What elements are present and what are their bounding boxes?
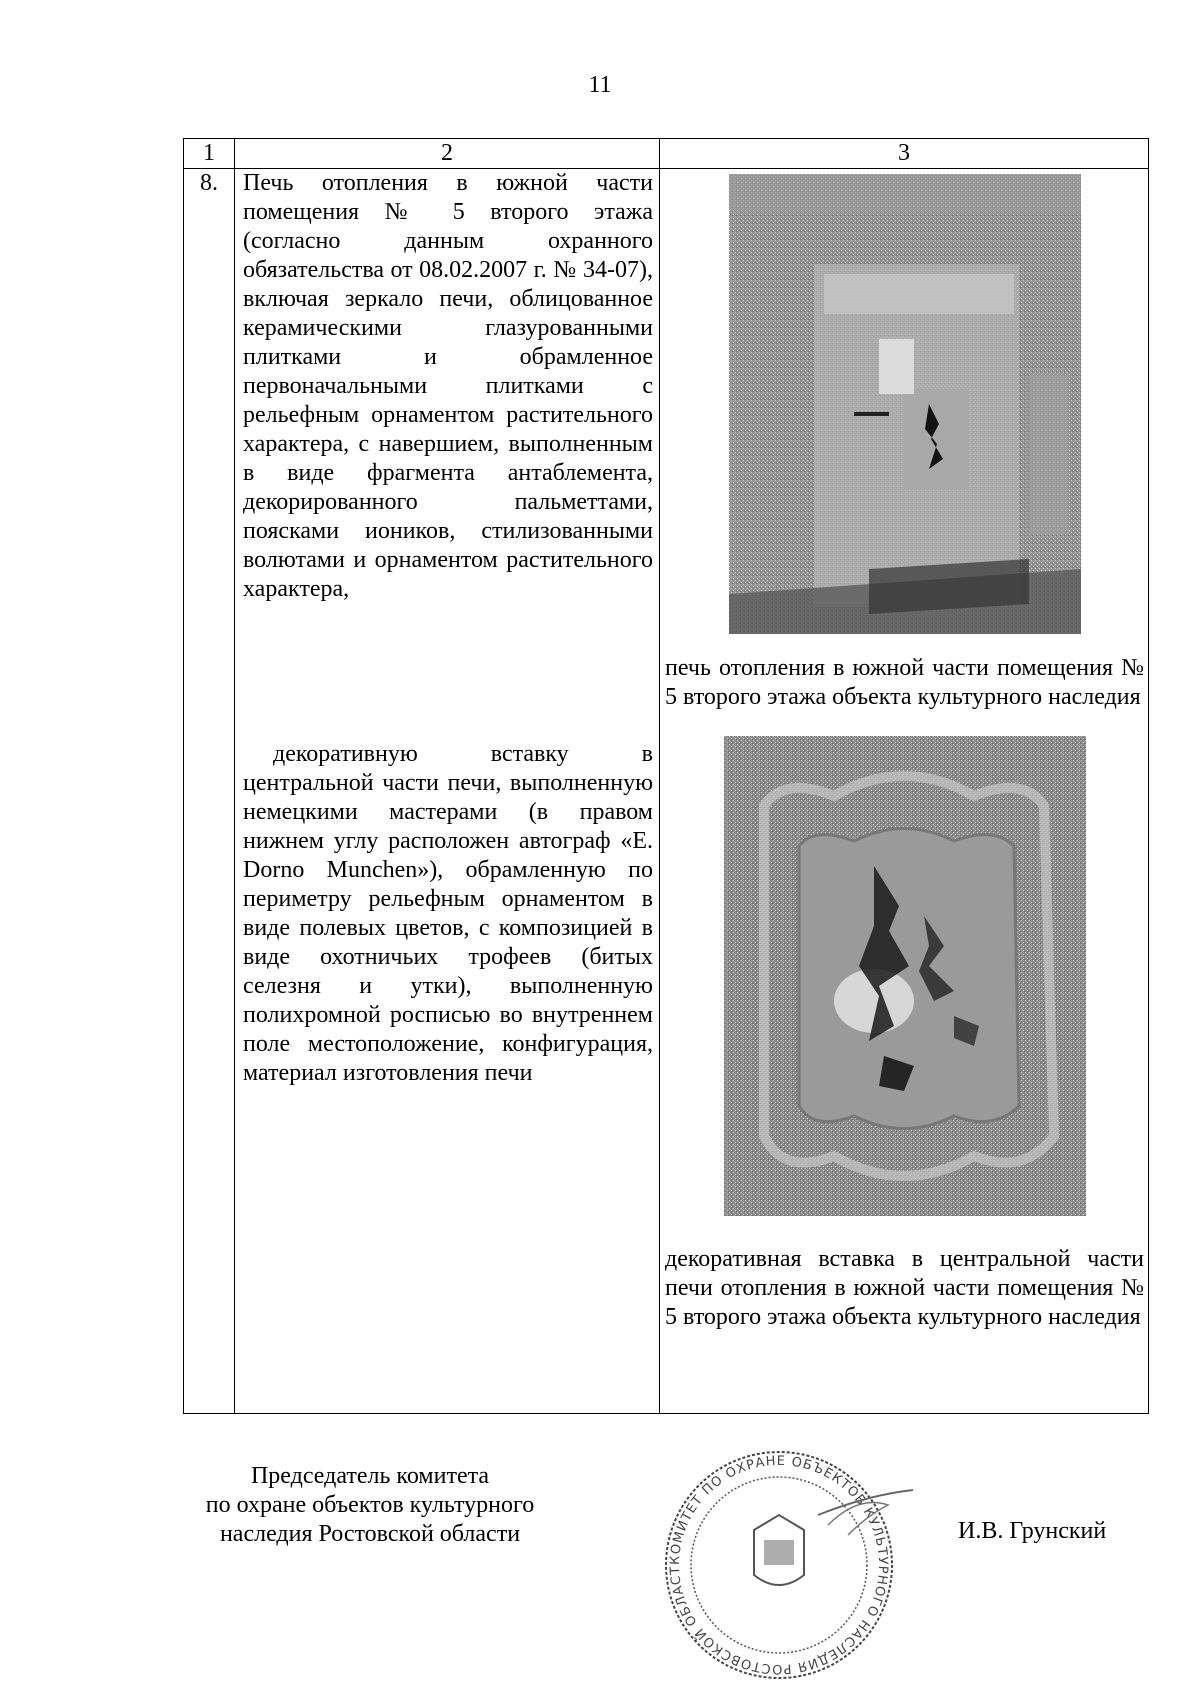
signer-title-line1: Председатель комитета bbox=[250, 1463, 490, 1489]
seal-image bbox=[638, 1445, 920, 1685]
signature-block bbox=[150, 1462, 590, 1549]
header-col-3: 3 bbox=[660, 139, 1149, 169]
insert-photo bbox=[724, 736, 1086, 1216]
header-col-2: 2 bbox=[235, 139, 660, 169]
stove-photo bbox=[729, 174, 1081, 634]
row-number-cell bbox=[184, 169, 235, 1414]
seal-outer-text: КОМИТЕТ ПО ОХРАНЕ ОБЪЕКТОВ КУЛЬТУРНОГО НАСЛЕДИЯ РОСТОВСКОЙ ОБЛАСТ bbox=[667, 1453, 891, 1677]
row-number: 8. bbox=[200, 170, 218, 196]
description-cell bbox=[235, 169, 660, 1414]
insert-photo-caption: декоративная вставка в центральной части печи отопления в южной части помещения № 5 второго этажа объекта культурного наследия bbox=[665, 1246, 1144, 1330]
monument-table bbox=[183, 138, 1149, 1414]
official-seal bbox=[638, 1445, 920, 1685]
description-stove: Печь отопления в южной части помещения № 5 второго этажа (согласно данным охранного обязательства от 08.02.2007 г. № 34-07), включая зеркало печи, облицованное керамическими глазурованными плитками и обрамленное первоначальными плитками с рельефным орнаментом растительного характера, с навершием, выполненным в виде фрагмента антаблемента, декорированного пальметтами, поясками иоников, стилизованными волютами и орнаментом растительного характера, bbox=[243, 170, 653, 602]
insert-photo-image bbox=[724, 736, 1086, 1216]
header-col-1: 1 bbox=[184, 139, 235, 169]
signer-name: И.В. Грунский bbox=[958, 1518, 1107, 1544]
photo-cell bbox=[660, 169, 1149, 1414]
stove-photo-image bbox=[729, 174, 1081, 634]
signer-title-line3: наследия Ростовской области bbox=[219, 1521, 521, 1547]
table-header-row bbox=[184, 139, 1149, 169]
stove-photo-caption: печь отопления в южной части помещения № 5 второго этажа объекта культурного наследия bbox=[665, 655, 1144, 710]
description-insert: декоративную вставку в центральной части печи, выполненную немецкими мастерами (в правом нижнем углу расположен автограф «E. Dorno Munchen»), обрамленную по периметру рельефным орнаментом в виде полевых цветов, с композицией в виде охотничьих трофеев (битых селезня и утки), выполненную полихромной росписью во внутреннем поле местоположение, конфигурация, материал изготовления печи bbox=[243, 741, 653, 1086]
signer-title-line2: по охране объектов культурного bbox=[205, 1492, 535, 1518]
table-row bbox=[184, 169, 1149, 1414]
page-number: 11 bbox=[588, 72, 612, 98]
